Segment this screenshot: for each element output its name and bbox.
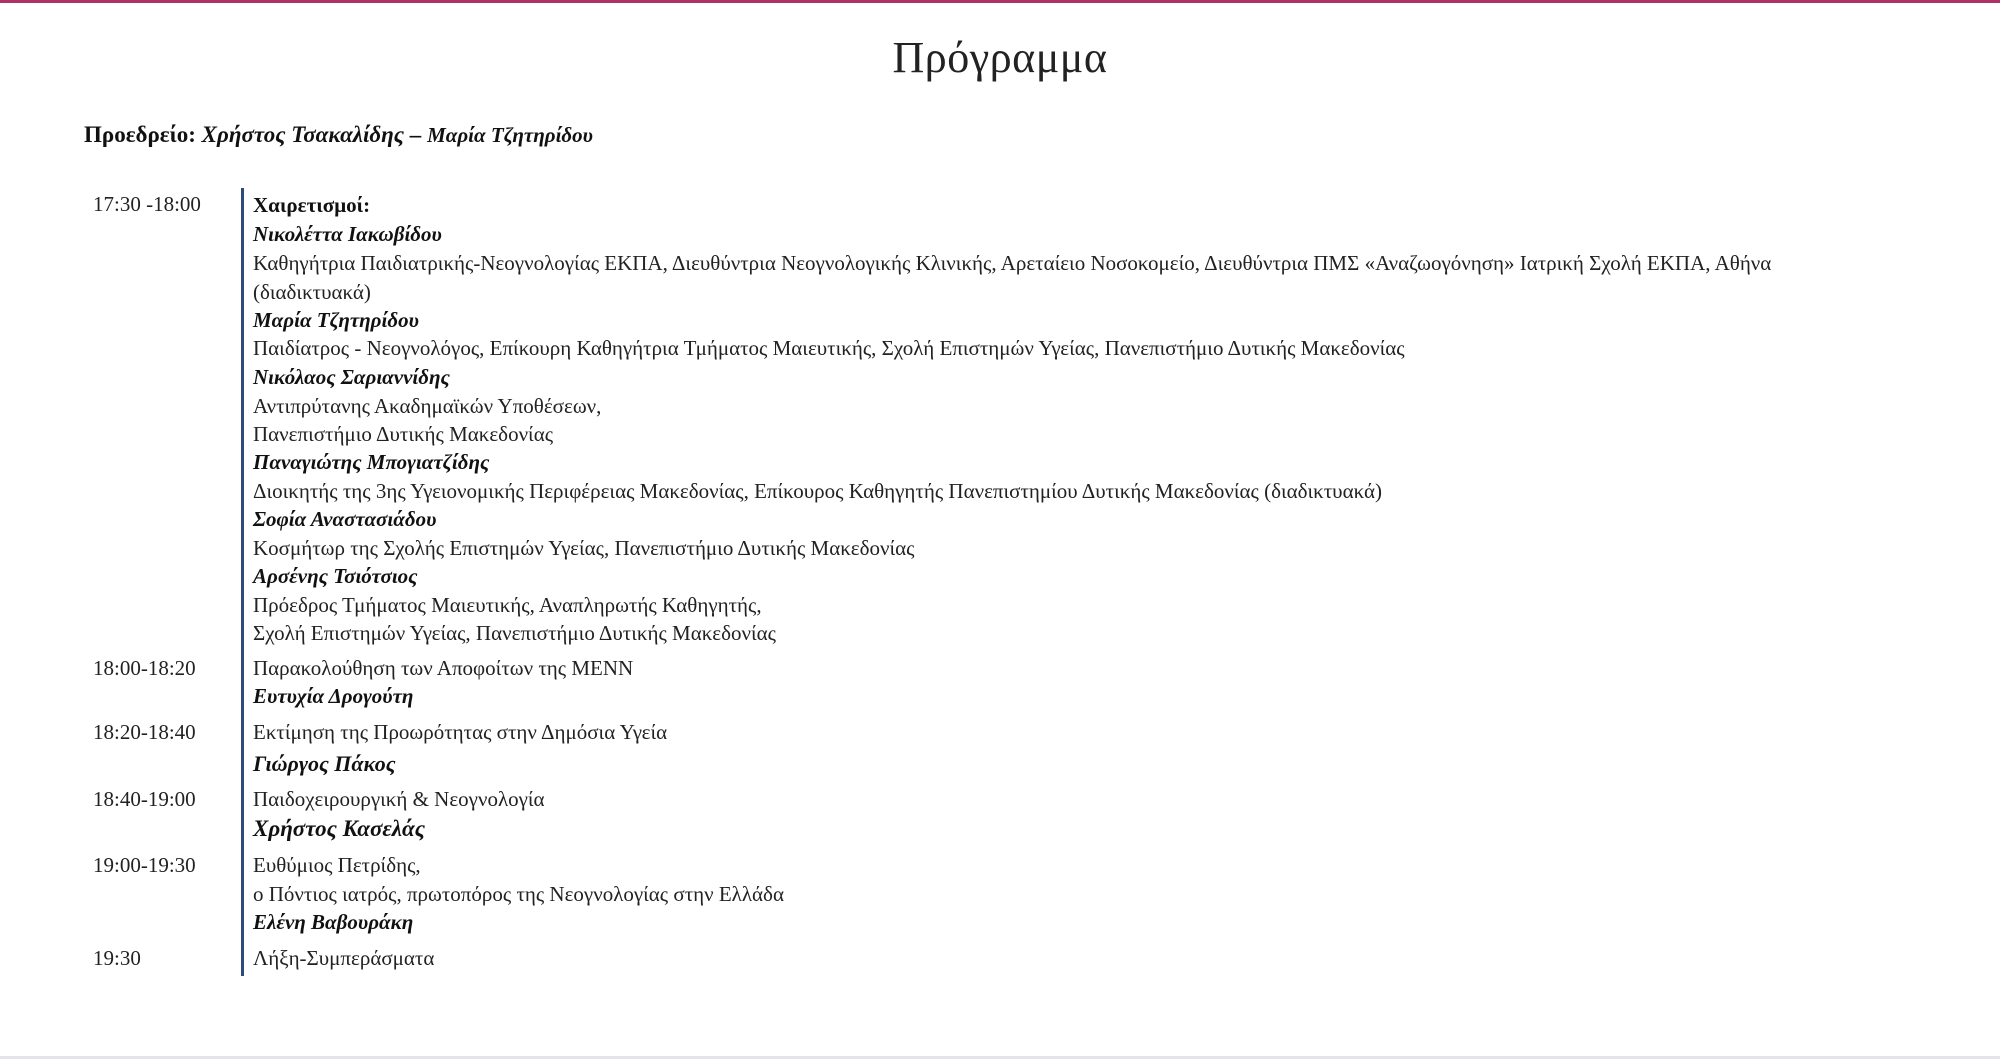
top-border — [0, 0, 2000, 3]
presidium-colon: : — [188, 122, 196, 147]
speaker-affiliation: Κοσμήτωρ της Σχολής Επιστημών Υγείας, Πανεπιστήμιο Δυτικής Μακεδονίας — [253, 536, 915, 560]
speaker-name: Νικόλαος Σαριαννίδης — [253, 365, 450, 389]
slot-time: 18:40-19:00 — [93, 787, 196, 811]
page-title: Πρόγραμμα — [892, 33, 1108, 82]
speaker-affiliation: Σχολή Επιστημών Υγείας, Πανεπιστήμιο Δυτικής Μακεδονίας — [253, 621, 776, 645]
speaker-name: Νικολέττα Ιακωβίδου — [253, 222, 442, 246]
schedule-divider — [241, 188, 244, 976]
speaker-affiliation: Αντιπρύτανης Ακαδημαϊκών Υποθέσεων, — [253, 394, 602, 418]
slot-topic: ο Πόντιος ιατρός, πρωτοπόρος της Νεογνολογίας στην Ελλάδα — [253, 882, 784, 906]
slot-time: 17:30 -18:00 — [93, 192, 201, 216]
slot-topic: Λήξη-Συμπεράσματα — [253, 946, 435, 970]
slot-topic: Εκτίμηση της Προωρότητας στην Δημόσια Υγεία — [253, 720, 668, 744]
presidium-dash: – — [409, 122, 422, 147]
presidium-chair-1: Χρήστος Τσακαλίδης — [201, 122, 405, 147]
speaker-name: Παναγιώτης Μπογιατζίδης — [253, 450, 490, 474]
slot-time: 19:30 — [93, 946, 141, 970]
speaker-affiliation: Καθηγήτρια Παιδιατρικής-Νεογνολογίας ΕΚΠΑ, Διευθύντρια Νεογνολογικής Κλινικής, Αρεταίειο Νοσοκομείο, Διευθύντρια ΠΜΣ «Αναζωογόνηση» Ιατρική Σχολή ΕΚΠΑ, Αθήνα — [253, 251, 1772, 275]
speaker-name: Μαρία Τζητηρίδου — [253, 308, 419, 332]
slot-time: 18:00-18:20 — [93, 656, 196, 680]
slot-topic: Παιδοχειρουργική & Νεογνολογία — [253, 787, 545, 811]
presidium-chair-2: Μαρία Τζητηρίδου — [427, 123, 593, 147]
slot-speaker: Ευτυχία Δρογούτη — [253, 684, 414, 708]
slot-speaker: Γιώργος Πάκος — [253, 751, 396, 776]
slot-time: 18:20-18:40 — [93, 720, 196, 744]
slot-speaker: Ελένη Βαβουράκη — [253, 910, 414, 934]
slot-time: 19:00-19:30 — [93, 853, 196, 877]
presidium-line — [84, 122, 593, 148]
speaker-affiliation: (διαδικτυακά) — [253, 280, 371, 304]
speaker-affiliation: Πρόεδρος Τμήματος Μαιευτικής, Αναπληρωτής Καθηγητής, — [253, 593, 762, 617]
speaker-affiliation: Διοικητής της 3ης Υγειονομικής Περιφέρειας Μακεδονίας, Επίκουρος Καθηγητής Πανεπιστημίου Δυτικής Μακεδονίας (διαδικτυακά) — [253, 479, 1382, 503]
slot-speaker: Χρήστος Κασελάς — [253, 816, 425, 841]
slot-heading: Χαιρετισμοί: — [253, 193, 371, 217]
slot-topic: Ευθύμιος Πετρίδης, — [253, 853, 421, 877]
slot-topic: Παρακολούθηση των Αποφοίτων της ΜΕΝΝ — [253, 656, 634, 680]
speaker-name: Αρσένης Τσιότσιος — [253, 564, 418, 588]
presidium-label: Προεδρείο — [84, 122, 189, 147]
speaker-affiliation: Πανεπιστήμιο Δυτικής Μακεδονίας — [253, 422, 554, 446]
speaker-affiliation: Παιδίατρος - Νεογνολόγος, Επίκουρη Καθηγήτρια Τμήματος Μαιευτικής, Σχολή Επιστημών Υγείας, Πανεπιστήμιο Δυτικής Μακεδονίας — [253, 336, 1405, 360]
speaker-name: Σοφία Αναστασιάδου — [253, 507, 437, 531]
